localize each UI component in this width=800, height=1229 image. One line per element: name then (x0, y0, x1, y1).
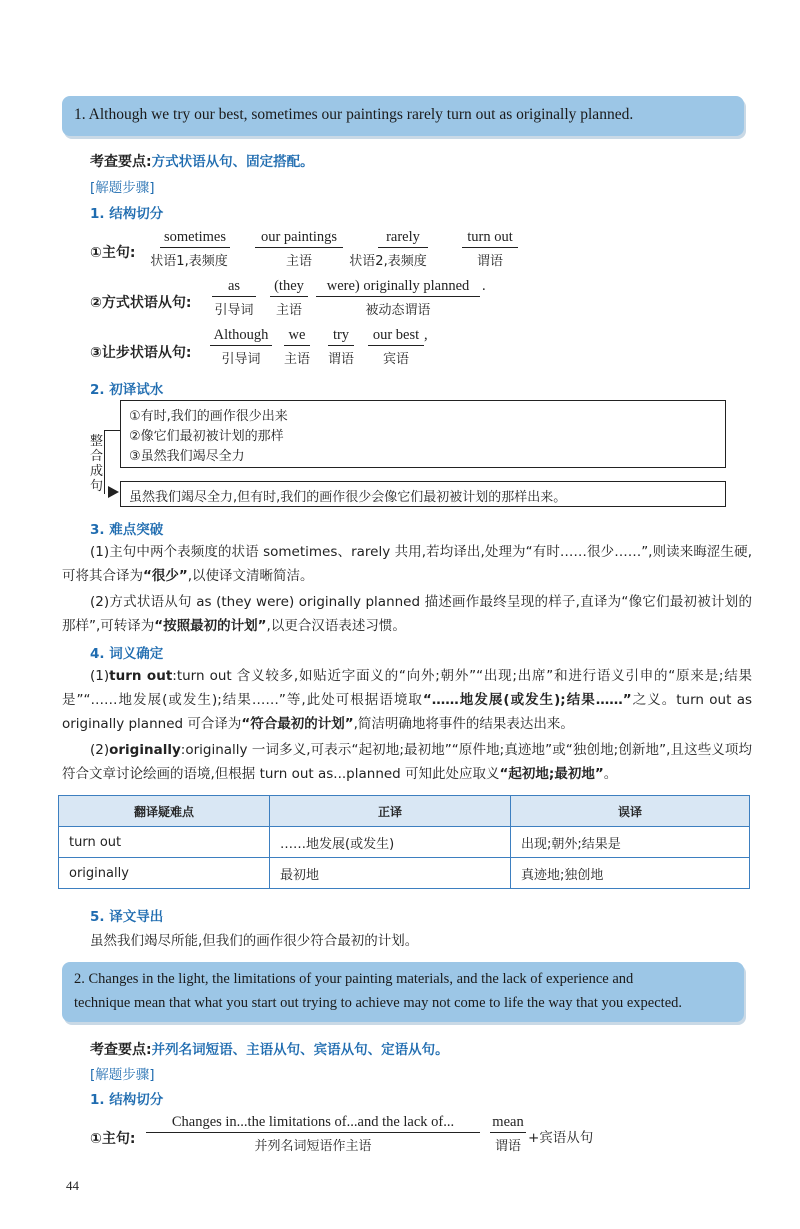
focus-text: 方式状语从句、固定搭配。 (151, 154, 314, 170)
page-number: 44 (66, 1178, 79, 1193)
part-our-best: our best 宾语 (368, 327, 424, 367)
focus-text: 并列名词短语、主语从句、宾语从句、定语从句。 (151, 1042, 449, 1058)
table-cell: ……地发展(或发生) (270, 827, 511, 858)
paragraph: (2)方式状语从句 as (they were) originally planned 描述画作最终呈现的样子,直译为“像它们最初被计划的那样”,可转译为“按照最初的计划”,以更合汉语表述习惯。 (62, 594, 752, 634)
part-rarely: rarely 状语2,表频度 (349, 229, 427, 269)
focus-line (90, 1038, 449, 1059)
focus-line (90, 150, 314, 171)
part-turn-out: turn out 谓语 (462, 229, 518, 269)
section-title: 2. 初译试水 (90, 382, 164, 398)
sentence-2-line2: technique mean that what you start out trying to achieve may not come to life the way that you expected. (74, 995, 683, 1011)
table-cell: 出现;朝外;结果是 (511, 827, 750, 858)
integrated-sentence: 虽然我们竭尽全力,但有时,我们的画作很少会像它们最初被计划的那样出来。 (129, 490, 567, 505)
paragraph: (1)turn out:turn out 含义较多,如贴近字面义的“向外;朝外”“出现;出席”和进行语义引申的“原来是;结果是”“……地发展(或发生);结果……”等,此处可根据语境取“……地发展(或发生);结果……”之义。turn out as originally planned 可合译为“符合最初的计划”,简洁明确地将事件的结果表达出来。 (62, 668, 753, 732)
section-title: 4. 词义确定 (90, 646, 164, 662)
section-title: 5. 译文导出 (90, 909, 164, 925)
manner-end-punct: . (482, 278, 486, 294)
concessive-clause-label: ③让步状语从句: (90, 345, 192, 361)
part-were-originally-planned: were) originally planned 被动态谓语 (316, 278, 480, 318)
concessive-end-punct: , (424, 327, 428, 343)
sentence-box-1 (62, 96, 744, 136)
sentence-1-text: 1. Although we try our best, sometimes our paintings rarely turn out as originally planned. (74, 106, 634, 123)
steps-header: [解题步骤] (90, 1067, 155, 1083)
sentence-box-2 (62, 962, 744, 1022)
arrow-icon (108, 486, 119, 498)
paragraph: (1)主句中两个表频度的状语 sometimes、rarely 共用,若均译出,处理为“有时……很少……”,则读来晦涩生硬,可将其合译为“很少”,以使译文清晰简洁。 (62, 544, 752, 584)
integrate-label: 整合成句 (90, 434, 104, 494)
translation-table (58, 795, 750, 889)
part-sometimes: sometimes 状语1,表频度 (160, 229, 230, 269)
part-although: Although 引导词 (210, 327, 272, 367)
table-row (59, 858, 750, 889)
focus-label: 考查要点: (90, 1042, 152, 1058)
part-try: try 谓语 (328, 327, 355, 367)
part-they: (they 主语 (270, 278, 308, 318)
table-cell: turn out (59, 827, 270, 858)
manner-clause-label: ②方式状语从句: (90, 295, 192, 311)
table-cell: 最初地 (270, 858, 511, 889)
part-as: as 引导词 (212, 278, 256, 318)
sentence-2-line1: 2. Changes in the light, the limitations of your painting materials, and the lack of experience and (74, 971, 634, 987)
main-clause-label: ①主句: (90, 1131, 136, 1147)
section-title: 1. 结构切分 (90, 206, 164, 222)
draft-item: ①有时,我们的画作很少出来 (129, 409, 288, 424)
object-clause-note: +宾语从句 (528, 1130, 594, 1146)
section-title: 3. 难点突破 (90, 522, 164, 538)
main-clause-label: ①主句: (90, 245, 136, 261)
integrated-box (120, 481, 726, 507)
section-title: 1. 结构切分 (90, 1092, 164, 1108)
table-header: 正译 (270, 796, 511, 827)
steps-header: [解题步骤] (90, 180, 155, 196)
draft-item: ③虽然我们竭尽全力 (129, 449, 245, 464)
table-cell: originally (59, 858, 270, 889)
draft-item: ②像它们最初被计划的那样 (129, 429, 284, 444)
table-header-row (59, 796, 750, 827)
paragraph: (2)originally:originally 一词多义,可表示“起初地;最初地”“原件地;真迹地”或“独创地;创新地”,且这些义项均符合文章讨论绘画的语境,但根据 turn out as...planned 可知此处应取义“起初地;最初地”。 (62, 742, 752, 782)
focus-label: 考查要点: (90, 154, 152, 170)
table-header: 误译 (511, 796, 750, 827)
draft-box (120, 400, 726, 468)
part-mean: mean 谓语 (490, 1114, 526, 1154)
bracket-line (104, 430, 121, 494)
part-our-paintings: our paintings 主语 (255, 229, 343, 269)
part-we: we 主语 (284, 327, 311, 367)
final-translation: 虽然我们竭尽所能,但我们的画作很少符合最初的计划。 (90, 933, 419, 949)
part-subject: Changes in...the limitations of...and the lack of... 并列名词短语作主语 (146, 1114, 480, 1154)
table-header: 翻译疑难点 (59, 796, 270, 827)
table-cell: 真迹地;独创地 (511, 858, 750, 889)
table-row (59, 827, 750, 858)
